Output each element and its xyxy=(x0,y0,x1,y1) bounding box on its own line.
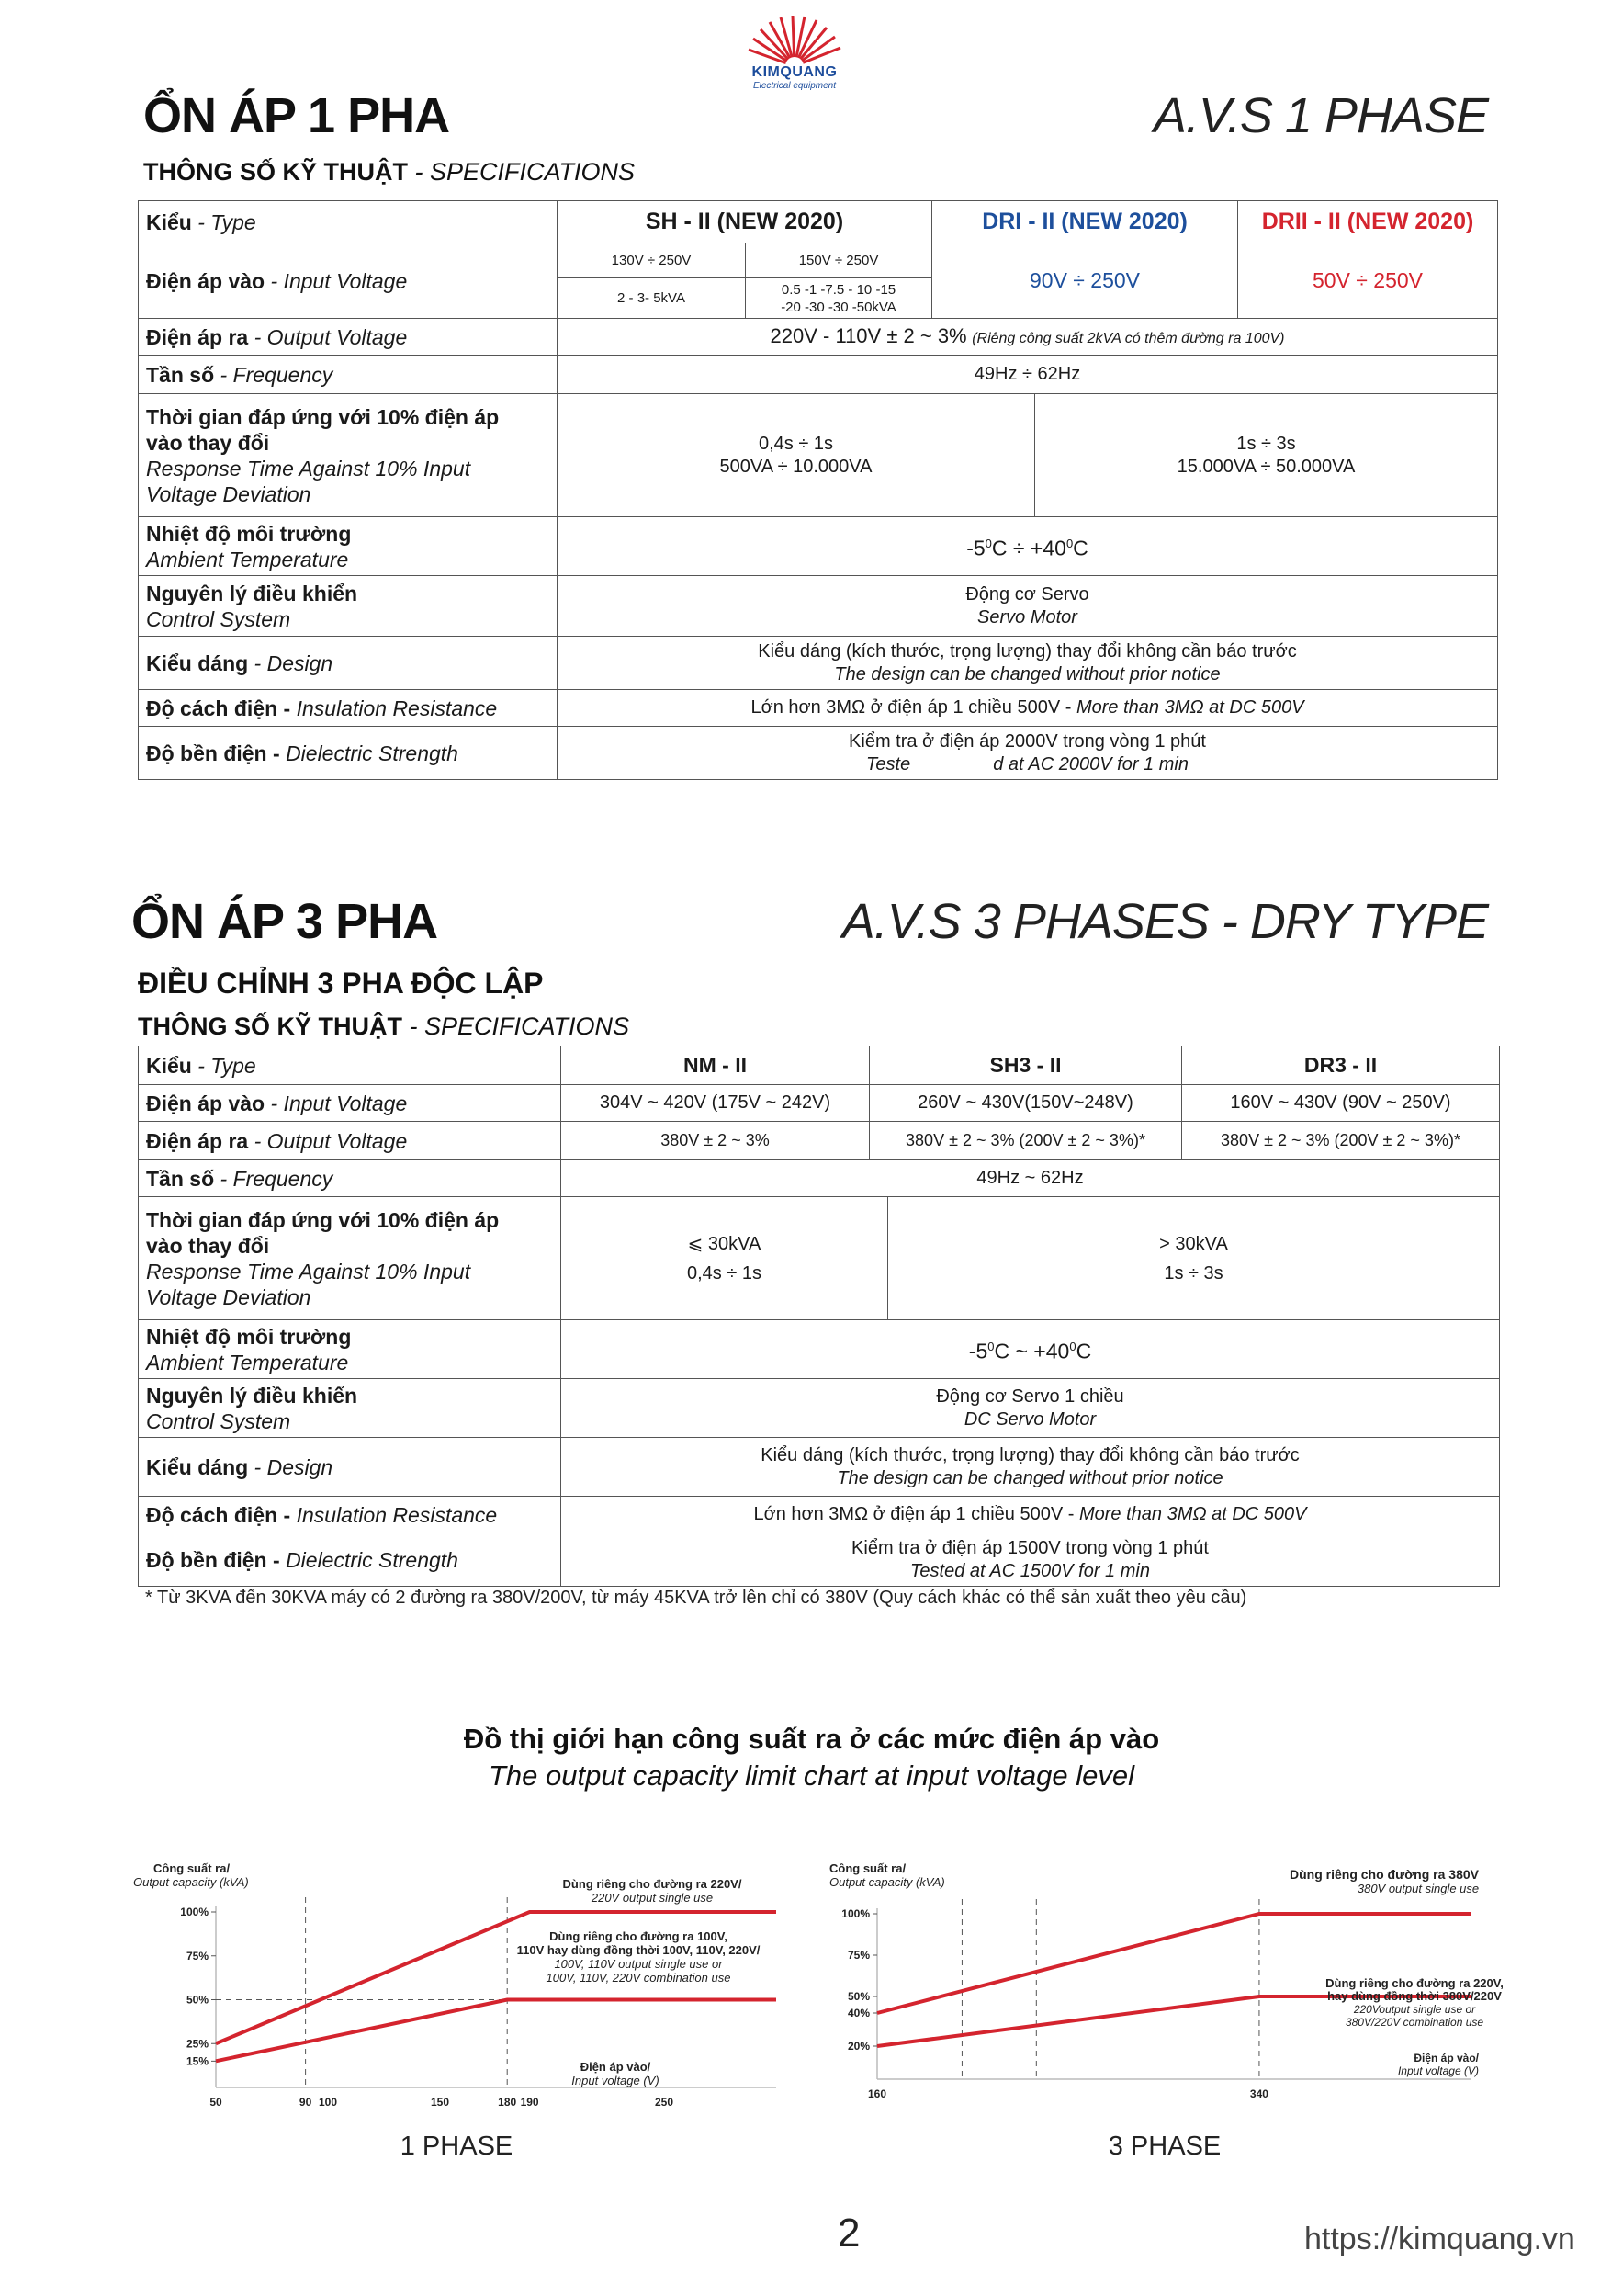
annotation-2-vn2: 110V hay dùng đồng thời 100V, 110V, 220V/ xyxy=(516,1943,761,1957)
row-label-response: Thời gian đáp ứng với 10% điện áp vào thay đổi Response Time Against 10% Input Voltage Deviation xyxy=(139,1197,561,1320)
website-link[interactable]: https://kimquang.vn xyxy=(1304,2222,1575,2256)
section1-spec-heading: THÔNG SỐ KỸ THUẬT - SPECIFICATIONS xyxy=(143,158,636,186)
row-label-output: Điện áp ra - Output Voltage xyxy=(139,319,558,356)
table-row xyxy=(139,690,1498,727)
y-tick-label: 50% xyxy=(186,1993,209,2007)
x-axis-title-en: Input voltage (V) xyxy=(571,2074,659,2087)
table-row xyxy=(139,356,1498,394)
table-row xyxy=(139,201,1498,243)
table-row xyxy=(139,394,1498,517)
brand-tagline: Electrical equipment xyxy=(752,81,837,91)
row-label-control: Nguyên lý điều khiển Control System xyxy=(139,1379,561,1438)
y-tick-label: 50% xyxy=(847,1990,870,2003)
frequency-value: 49Hz ~ 62Hz xyxy=(561,1160,1500,1197)
spec-table-3-phase xyxy=(138,1046,1500,1587)
row-label-insulation: Độ cách điện - Insulation Resistance xyxy=(139,690,558,727)
ambient-temperature-value: $-5^0C \div +40^0C$ xyxy=(558,517,1498,576)
design-value: Kiểu dáng (kích thước, trọng lượng) thay đổi không cần báo trước The design can be changed without prior notice xyxy=(561,1438,1500,1497)
chart-3-phase xyxy=(817,1847,1506,2122)
annotation-2-en1: 100V, 110V output single use or xyxy=(554,1957,723,1971)
dr3-output-value: 380V ± 2 ~ 3% (200V ± 2 ~ 3%)* xyxy=(1182,1122,1500,1160)
sh-input-range-1: 130V ÷ 250V xyxy=(558,243,746,278)
row-label-frequency: Tần số - Frequency xyxy=(139,356,558,394)
annotation-2-vn2: hay dùng đồng thời 380V/220V xyxy=(1327,1989,1502,2003)
row-label-type: Kiểu - Type xyxy=(139,1046,561,1085)
model-dr3-ii: DR3 - II xyxy=(1182,1046,1500,1085)
row-label-dielectric: Độ bền điện - Dielectric Strength xyxy=(139,727,558,780)
control-system-value: Động cơ Servo Servo Motor xyxy=(558,576,1498,637)
y-axis-title-vn: Công suất ra/ xyxy=(153,1861,231,1875)
model-dri-ii: DRI - II (NEW 2020) xyxy=(932,201,1238,243)
x-tick-label: 250 xyxy=(654,2096,674,2109)
ambient-temperature-value: $-5^0C$ ~ $+40^0C$ xyxy=(561,1320,1500,1379)
row-label-input: Điện áp vào - Input Voltage xyxy=(139,1085,561,1122)
table-row xyxy=(139,1379,1500,1438)
nm-output-value: 380V ± 2 ~ 3% xyxy=(561,1122,870,1160)
x-tick-label: 150 xyxy=(430,2096,450,2109)
chart-3-phase-label: 3 PHASE xyxy=(1108,2132,1222,2161)
table-row xyxy=(139,1046,1500,1085)
model-sh-ii: SH - II (NEW 2020) xyxy=(558,201,932,243)
dr3-input-value: 160V ~ 430V (90V ~ 250V) xyxy=(1182,1085,1500,1122)
response-value-high: > 30kVA 1s ÷ 3s xyxy=(888,1197,1500,1320)
row-label-input: Điện áp vào - Input Voltage xyxy=(139,243,558,319)
response-value-low: 0,4s ÷ 1s 500VA ÷ 10.000VA xyxy=(558,394,1035,517)
y-axis-title-en: Output capacity (kVA) xyxy=(829,1875,945,1889)
footnote: * Từ 3KVA đến 30KVA máy có 2 đường ra 380V/200V, từ máy 45KVA trở lên chỉ có 380V (Quy cách khác có thể sản xuất theo yêu cầu) xyxy=(145,1588,1247,1608)
model-drii-ii: DRII - II (NEW 2020) xyxy=(1238,201,1498,243)
nm-input-value: 304V ~ 420V (175V ~ 242V) xyxy=(561,1085,870,1122)
table-row xyxy=(139,1197,1500,1320)
section2-title-en: A.V.S 3 PHASES - DRY TYPE xyxy=(841,894,1488,949)
row-label-dielectric: Độ bền điện - Dielectric Strength xyxy=(139,1533,561,1587)
frequency-value: 49Hz ÷ 62Hz xyxy=(558,356,1498,394)
sh3-input-value: 260V ~ 430V(150V~248V) xyxy=(870,1085,1182,1122)
y-tick-label: 100% xyxy=(180,1906,209,1918)
sh-kva-range-1: 2 - 3- 5kVA xyxy=(558,278,746,319)
table-row xyxy=(139,243,1498,278)
y-tick-label: 75% xyxy=(186,1949,209,1962)
table-row xyxy=(139,1122,1500,1160)
table-row xyxy=(139,727,1498,780)
dielectric-value: Kiểm tra ở điện áp 1500V trong vòng 1 phút Tested at AC 1500V for 1 min xyxy=(561,1533,1500,1587)
brand-logo xyxy=(735,13,854,92)
chart-1-phase-label: 1 PHASE xyxy=(400,2132,513,2161)
annotation-1-vn: Dùng riêng cho đường ra 220V/ xyxy=(562,1877,742,1891)
x-tick-label: 340 xyxy=(1249,2087,1268,2100)
insulation-value: Lớn hơn 3MΩ ở điện áp 1 chiều 500V - More than 3MΩ at DC 500V xyxy=(561,1497,1500,1533)
row-label-design: Kiểu dáng - Design xyxy=(139,637,558,690)
y-tick-label: 100% xyxy=(841,1907,870,1920)
annotation-1-en: 380V output single use xyxy=(1357,1882,1480,1895)
y-tick-label: 15% xyxy=(186,2054,209,2068)
table-row xyxy=(139,1497,1500,1533)
dri-input-range: 90V ÷ 250V xyxy=(932,243,1238,319)
y-tick-label: 20% xyxy=(847,2040,870,2053)
y-axis-title-en: Output capacity (kVA) xyxy=(133,1875,249,1889)
annotation-1-en: 220V output single use xyxy=(591,1891,714,1905)
x-tick-label: 50 xyxy=(209,2096,222,2109)
annotation-2-vn1: Dùng riêng cho đường ra 220V, xyxy=(1325,1976,1504,1990)
chart-1-phase xyxy=(119,1847,808,2122)
sh-kva-range-2: 0.5 -1 -7.5 - 10 -15 -20 -30 -30 -50kVA xyxy=(746,278,932,319)
sh-input-range-2: 150V ÷ 250V xyxy=(746,243,932,278)
drii-input-range: 50V ÷ 250V xyxy=(1238,243,1498,319)
output-voltage-value: 220V - 110V ± 2 ~ 3% (Riêng công suất 2kVA có thêm đường ra 100V) xyxy=(558,319,1498,356)
control-system-value: Động cơ Servo 1 chiều DC Servo Motor xyxy=(561,1379,1500,1438)
x-axis-title-vn: Điện áp vào/ xyxy=(580,2060,651,2074)
table-row xyxy=(139,1320,1500,1379)
row-label-type: Kiểu - Type xyxy=(139,201,558,243)
chart-title-vn: Đồ thị giới hạn công suất ra ở các mức điện áp vào xyxy=(463,1723,1160,1755)
section2-title-vn: ỔN ÁP 3 PHA xyxy=(131,894,438,949)
table-row xyxy=(139,319,1498,356)
table-row xyxy=(139,517,1498,576)
row-label-output: Điện áp ra - Output Voltage xyxy=(139,1122,561,1160)
annotation-2-en1: 220Voutput single use or xyxy=(1353,2003,1476,2016)
x-tick-label: 190 xyxy=(520,2096,539,2109)
x-tick-label: 180 xyxy=(498,2096,517,2109)
x-tick-label: 160 xyxy=(867,2087,887,2100)
design-value: Kiểu dáng (kích thước, trọng lượng) thay đổi không cần báo trước The design can be changed without prior notice xyxy=(558,637,1498,690)
table-row xyxy=(139,637,1498,690)
annotation-2-vn1: Dùng riêng cho đường ra 100V, xyxy=(549,1929,727,1943)
brand-name: KIMQUANG xyxy=(751,64,838,80)
row-label-control: Nguyên lý điều khiển Control System xyxy=(139,576,558,637)
x-axis-title-en: Input voltage (V) xyxy=(1397,2064,1479,2077)
section1-title-vn: ỔN ÁP 1 PHA xyxy=(143,88,450,143)
table-row xyxy=(139,576,1498,637)
row-label-ambient: Nhiệt độ môi trường Ambient Temperature xyxy=(139,1320,561,1379)
page-number: 2 xyxy=(838,2211,861,2256)
row-label-insulation: Độ cách điện - Insulation Resistance xyxy=(139,1497,561,1533)
table-row xyxy=(139,1085,1500,1122)
row-label-response: Thời gian đáp ứng với 10% điện áp vào thay đổi Response Time Against 10% Input Voltage Deviation xyxy=(139,394,558,517)
x-tick-label: 90 xyxy=(299,2096,312,2109)
spec-table-1-phase xyxy=(138,200,1498,780)
model-sh3-ii: SH3 - II xyxy=(870,1046,1182,1085)
y-tick-label: 40% xyxy=(847,2007,870,2019)
row-label-frequency: Tần số - Frequency xyxy=(139,1160,561,1197)
annotation-1-vn: Dùng riêng cho đường ra 380V xyxy=(1289,1867,1479,1882)
x-axis-title-vn: Điện áp vào/ xyxy=(1414,2052,1479,2064)
row-label-design: Kiểu dáng - Design xyxy=(139,1438,561,1497)
insulation-value: Lớn hơn 3MΩ ở điện áp 1 chiều 500V - More than 3MΩ at DC 500V xyxy=(558,690,1498,727)
sunburst-logo-icon xyxy=(735,13,854,68)
section1-title-en: A.V.S 1 PHASE xyxy=(1153,88,1488,143)
section2-subtitle: ĐIỀU CHỈNH 3 PHA ĐỘC LẬP xyxy=(138,967,544,1000)
y-axis-title-vn: Công suất ra/ xyxy=(829,1861,907,1875)
section2-spec-heading: THÔNG SỐ KỸ THUẬT - SPECIFICATIONS xyxy=(138,1012,630,1040)
model-nm-ii: NM - II xyxy=(561,1046,870,1085)
y-tick-label: 25% xyxy=(186,2037,209,2051)
response-value-low: ⩽ 30kVA 0,4s ÷ 1s xyxy=(561,1197,888,1320)
response-value-high: 1s ÷ 3s 15.000VA ÷ 50.000VA xyxy=(1035,394,1498,517)
chart-title-en: The output capacity limit chart at input voltage level xyxy=(488,1759,1135,1792)
table-row xyxy=(139,1160,1500,1197)
annotation-2-en2: 380V/220V combination use xyxy=(1345,2016,1484,2029)
annotation-2-en2: 100V, 110V, 220V combination use xyxy=(546,1971,731,1985)
y-tick-label: 75% xyxy=(847,1949,870,1962)
row-label-ambient: Nhiệt độ môi trường Ambient Temperature xyxy=(139,517,558,576)
table-row xyxy=(139,1533,1500,1587)
dielectric-value: Kiểm tra ở điện áp 2000V trong vòng 1 phút Teste d at AC 2000V for 1 min xyxy=(558,727,1498,780)
sh3-output-value: 380V ± 2 ~ 3% (200V ± 2 ~ 3%)* xyxy=(870,1122,1182,1160)
table-row xyxy=(139,1438,1500,1497)
x-tick-label: 100 xyxy=(318,2096,338,2109)
